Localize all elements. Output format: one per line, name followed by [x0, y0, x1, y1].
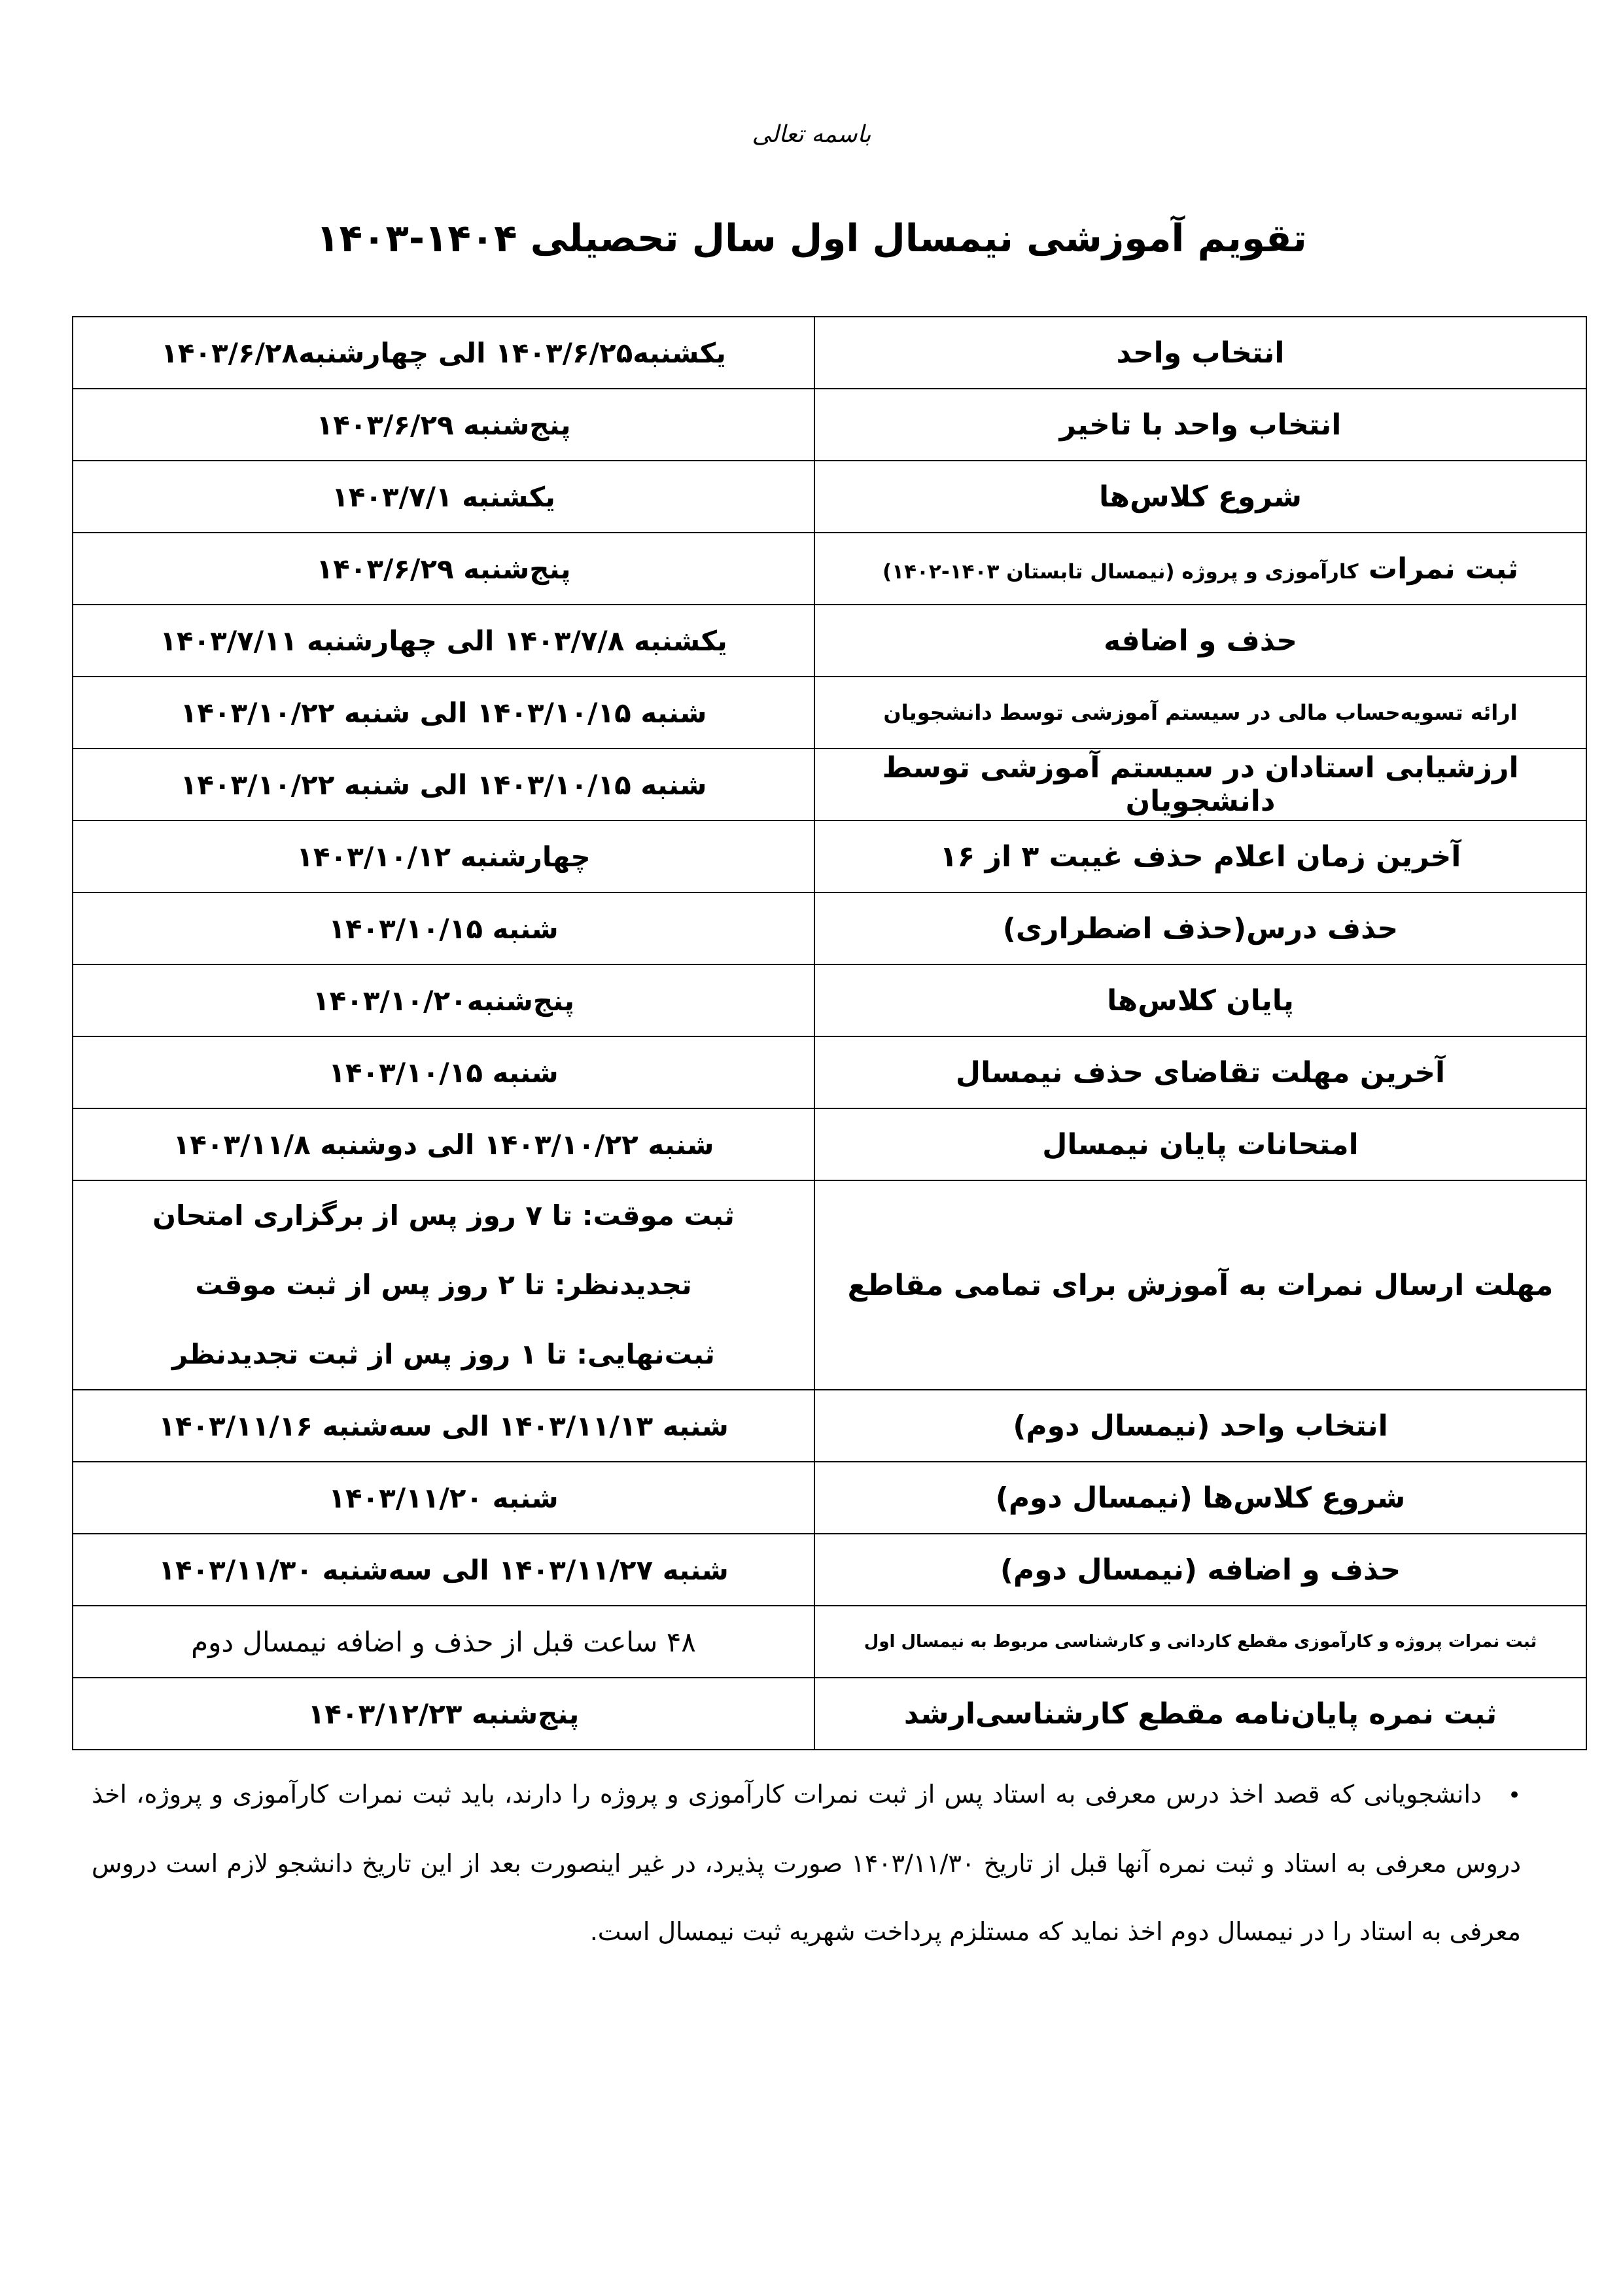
table-row: [73, 317, 1586, 389]
date-cell: یکشنبه ۱۴۰۳/۷/۱: [73, 461, 814, 533]
date-cell: شنبه ۱۴۰۳/۱۱/۱۳ الی سه‌شنبه ۱۴۰۳/۱۱/۱۶: [73, 1390, 814, 1462]
event-cell: امتحانات پایان نیمسال: [814, 1108, 1586, 1180]
event-cell: پایان کلاس‌ها: [814, 964, 1586, 1036]
date-cell: شنبه ۱۴۰۳/۱۰/۱۵: [73, 1036, 814, 1108]
event-cell: شروع کلاس‌ها: [814, 461, 1586, 533]
date-cell: پنج‌شنبه ۱۴۰۳/۶/۲۹: [73, 533, 814, 605]
event-cell: [814, 533, 1586, 605]
event-cell: ارزشیابی استادان در سیستم آموزشی توسط دانشجویان: [814, 749, 1586, 821]
date-cell: شنبه ۱۴۰۳/۱۰/۲۲ الی دوشنبه ۱۴۰۳/۱۱/۸: [73, 1108, 814, 1180]
date-cell: پنج‌شنبه ۱۴۰۳/۶/۲۹: [73, 389, 814, 461]
event-cell: حذف و اضافه (نیمسال دوم): [814, 1534, 1586, 1606]
table-row: [73, 461, 1586, 533]
date-cell: پنج‌شنبه۱۴۰۳/۱۰/۲۰: [73, 964, 814, 1036]
event-cell: حذف درس(حذف اضطراری): [814, 892, 1586, 964]
date-line: ثبت‌نهایی: تا ۱ روز پس از ثبت تجدیدنظر: [172, 1338, 715, 1370]
academic-calendar-table: [72, 316, 1587, 1750]
footnote: [92, 1760, 1521, 1966]
table-row: [73, 749, 1586, 821]
date-cell: چهارشنبه ۱۴۰۳/۱۰/۱۲: [73, 821, 814, 892]
event-cell: انتخاب واحد: [814, 317, 1586, 389]
date-cell: شنبه ۱۴۰۳/۱۰/۱۵: [73, 892, 814, 964]
table-row: [73, 1180, 1586, 1390]
event-cell: ثبت نمره پایان‌نامه مقطع کارشناسی‌ارشد: [814, 1678, 1586, 1750]
date-cell: شنبه ۱۴۰۳/۱۰/۱۵ الی شنبه ۱۴۰۳/۱۰/۲۲: [73, 749, 814, 821]
table-row: [73, 1108, 1586, 1180]
event-cell: ثبت نمرات پروژه و کارآموزی مقطع کاردانی و کارشناسی مربوط به نیمسال اول: [814, 1606, 1586, 1678]
table-row: [73, 1462, 1586, 1534]
date-cell: شنبه ۱۴۰۳/۱۱/۲۰: [73, 1462, 814, 1534]
date-line: تجدیدنظر: تا ۲ روز پس از ثبت موقت: [195, 1269, 692, 1301]
table-row: [73, 605, 1586, 677]
date-cell: پنج‌شنبه ۱۴۰۳/۱۲/۲۳: [73, 1678, 814, 1750]
event-cell: انتخاب واحد (نیمسال دوم): [814, 1390, 1586, 1462]
table-row: [73, 389, 1586, 461]
event-cell: آخرین مهلت تقاضای حذف نیمسال: [814, 1036, 1586, 1108]
date-cell: یکشنبه ۱۴۰۳/۷/۸ الی چهارشنبه ۱۴۰۳/۷/۱۱: [73, 605, 814, 677]
invocation-heading: باسمه تعالی: [752, 121, 871, 148]
footnote-text: دانشجویانی که قصد اخذ درس معرفی به استاد پس از ثبت نمرات کارآموزی و پروژه را دارند، باید ثبت نمرات کارآموزی و پروژه، اخذ دروس معرفی به استاد و ثبت نمره آنها قبل از تاریخ ۱۴۰۳/۱۱/۳۰ صورت پذیرد، در غیر اینصورت بعد از این تاریخ دانشجو لازم است دروس معرفی به استاد را در نیمسال دوم اخذ نماید که مستلزم پرداخت شهریه ثبت نیمسال است.: [92, 1780, 1522, 1946]
table-row: [73, 1534, 1586, 1606]
event-label: ثبت نمرات: [1368, 552, 1518, 586]
page-title: تقویم آموزشی نیمسال اول سال تحصیلی ۱۴۰۴-۱۴۰۳: [316, 216, 1307, 260]
bullet-icon: •: [1507, 1782, 1521, 1809]
date-cell: شنبه ۱۴۰۳/۱۱/۲۷ الی سه‌شنبه ۱۴۰۳/۱۱/۳۰: [73, 1534, 814, 1606]
date-cell: یکشنبه۱۴۰۳/۶/۲۵ الی چهارشنبه۱۴۰۳/۶/۲۸: [73, 317, 814, 389]
table-row: [73, 1390, 1586, 1462]
date-line: ثبت موقت: تا ۷ روز پس از برگزاری امتحان: [152, 1199, 735, 1231]
event-detail: کارآموزی و پروژه (نیمسال تابستان ۱۴۰۳-۱۴۰۲): [882, 559, 1359, 584]
table-row: [73, 677, 1586, 749]
table-row: [73, 533, 1586, 605]
table-row: [73, 892, 1586, 964]
table-row: [73, 1036, 1586, 1108]
event-cell: ارائه تسویه‌حساب مالی در سیستم آموزشی توسط دانشجویان: [814, 677, 1586, 749]
date-cell: ۴۸ ساعت قبل از حذف و اضافه نیمسال دوم: [73, 1606, 814, 1678]
table-row: [73, 1606, 1586, 1678]
date-cell: [73, 1180, 814, 1390]
table-row: [73, 1678, 1586, 1750]
event-cell: شروع کلاس‌ها (نیمسال دوم): [814, 1462, 1586, 1534]
event-cell: مهلت ارسال نمرات به آموزش برای تمامی مقاطع: [814, 1180, 1586, 1390]
event-cell: آخرین زمان اعلام حذف غیبت ۳ از ۱۶: [814, 821, 1586, 892]
table-row: [73, 964, 1586, 1036]
event-cell: انتخاب واحد با تاخیر: [814, 389, 1586, 461]
table-row: [73, 821, 1586, 892]
event-cell: حذف و اضافه: [814, 605, 1586, 677]
date-cell: شنبه ۱۴۰۳/۱۰/۱۵ الی شنبه ۱۴۰۳/۱۰/۲۲: [73, 677, 814, 749]
